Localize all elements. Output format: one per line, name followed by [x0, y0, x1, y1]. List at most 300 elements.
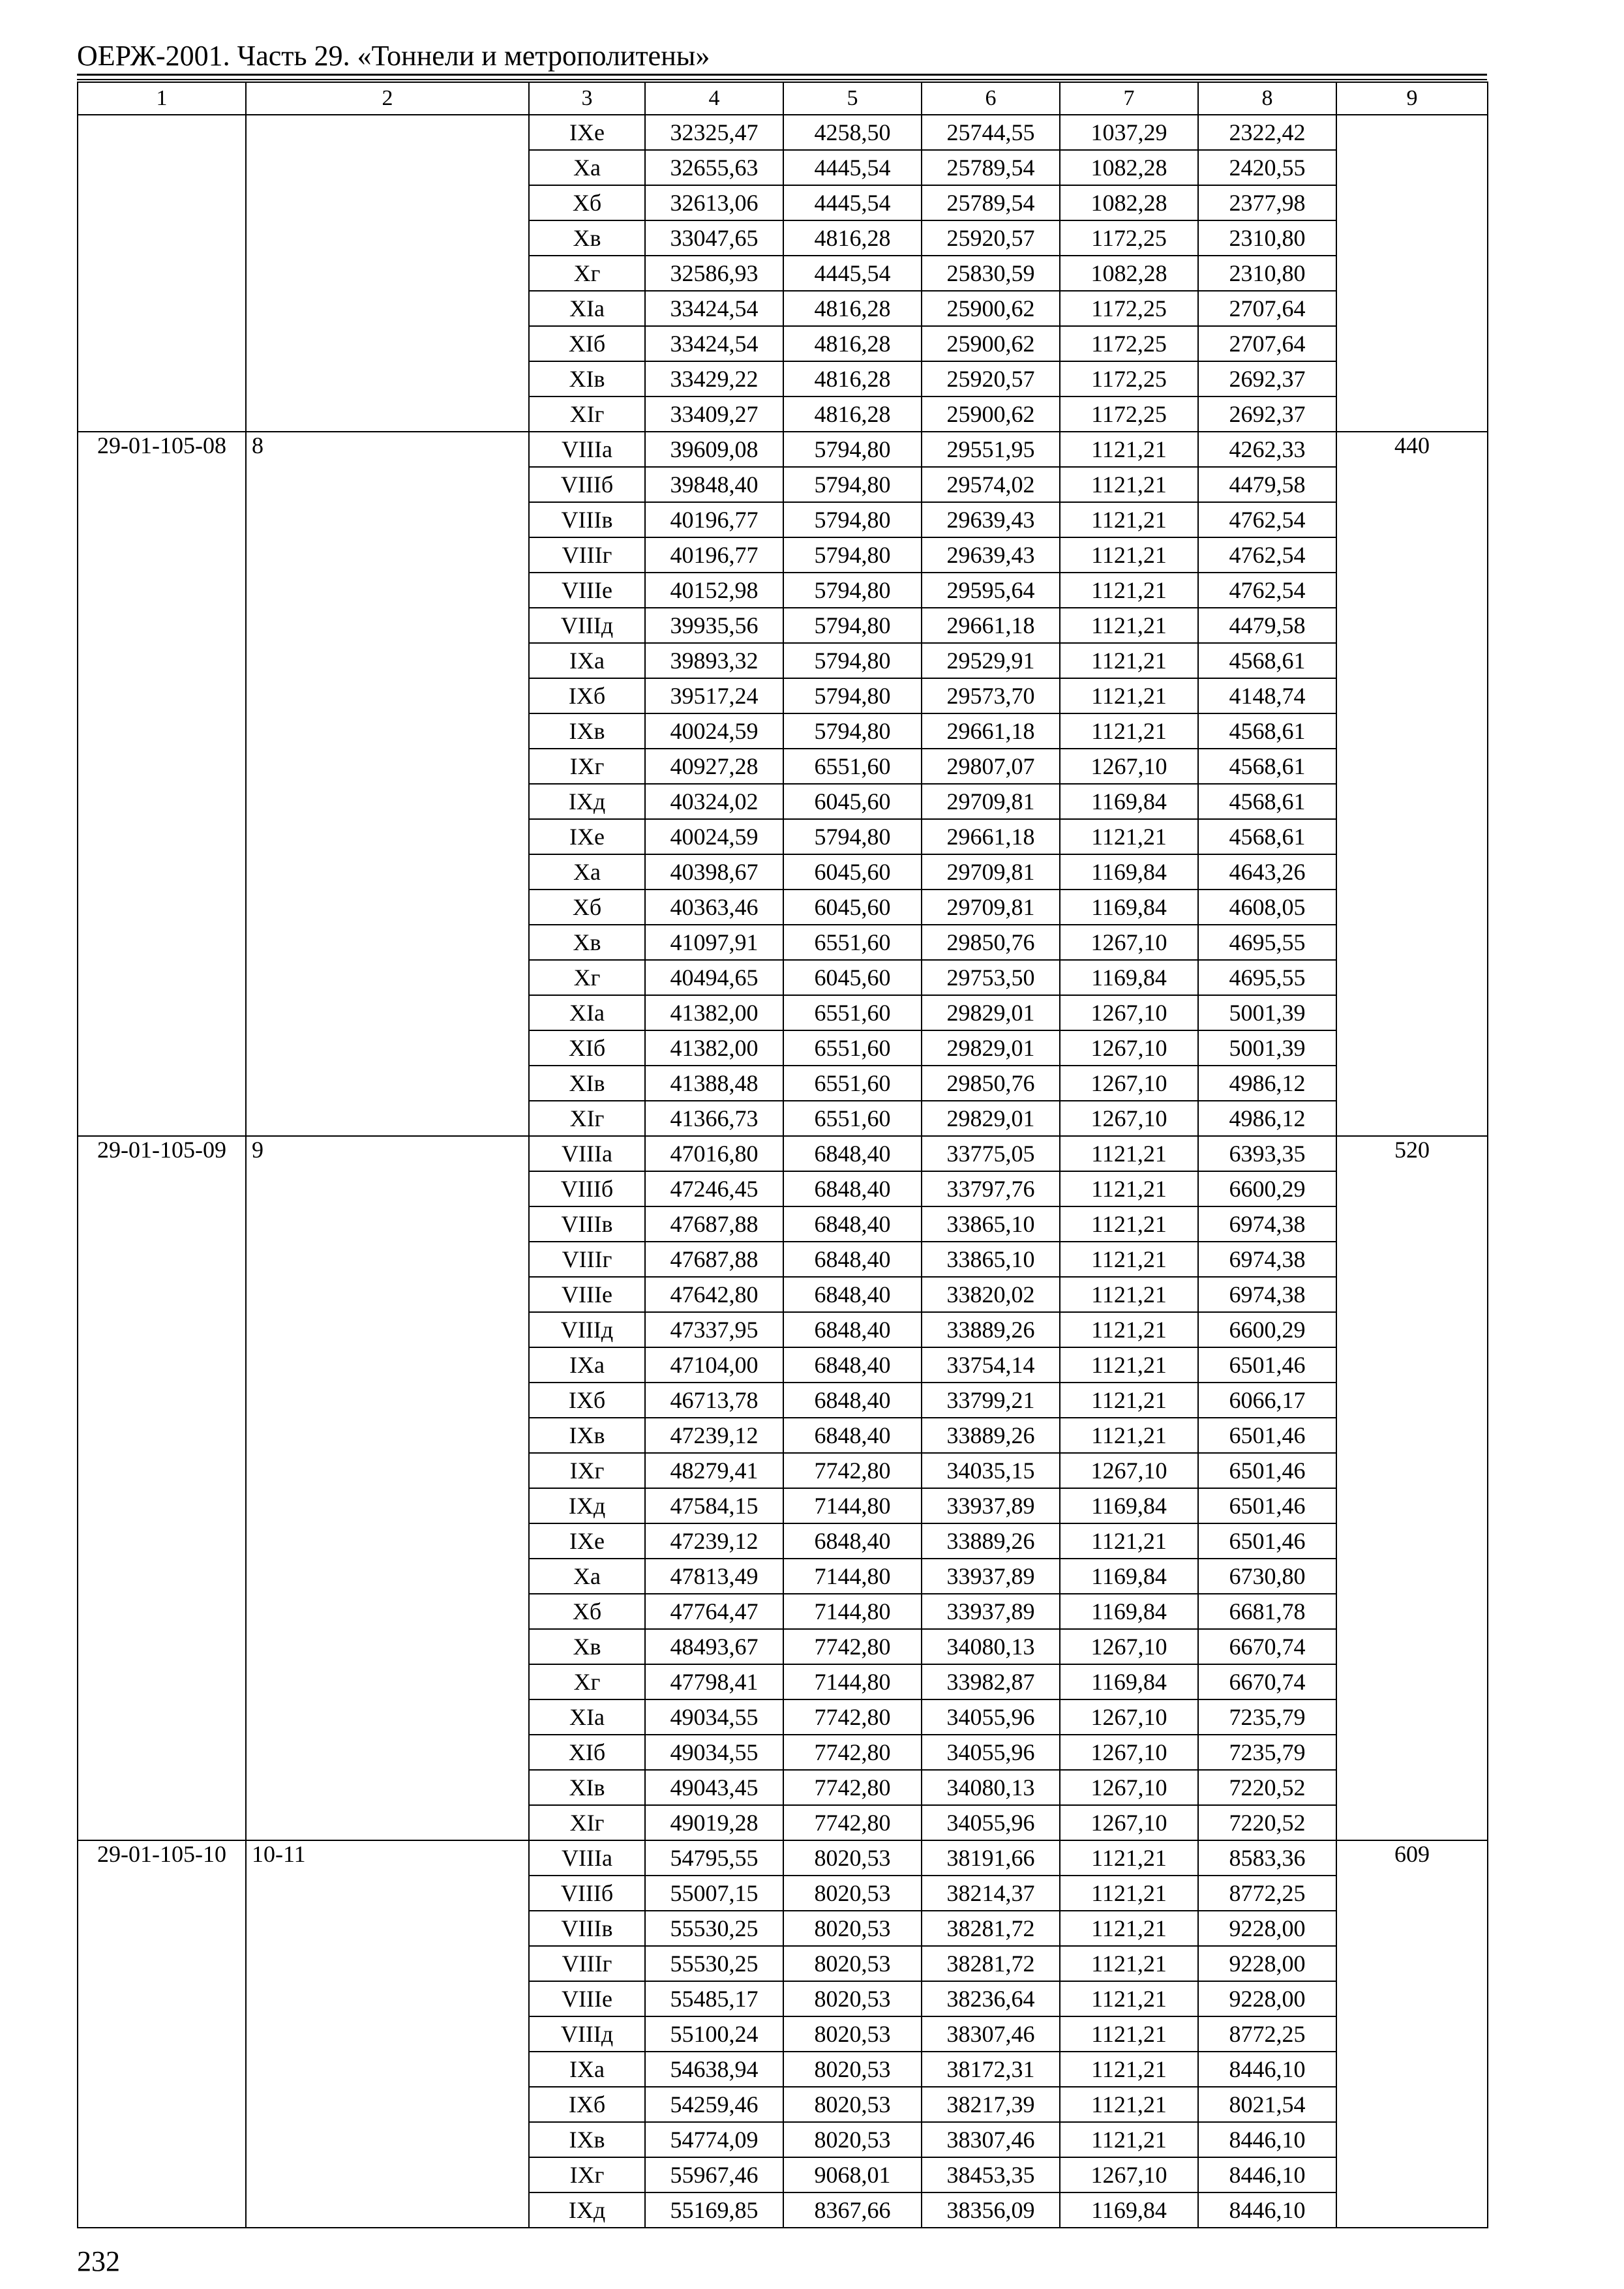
category-cell: IXа	[529, 643, 645, 678]
value-cell: 8020,53	[783, 1876, 922, 1911]
column-header: 4	[645, 82, 783, 115]
value-cell: 4568,61	[1198, 819, 1336, 854]
value-cell: 55967,46	[645, 2157, 783, 2192]
value-cell: 41382,00	[645, 995, 783, 1030]
value-cell: 32613,06	[645, 185, 783, 220]
value-cell: 33937,89	[922, 1594, 1060, 1629]
column-9-cell	[1336, 115, 1488, 432]
value-cell: 25920,57	[922, 220, 1060, 256]
value-cell: 40196,77	[645, 502, 783, 537]
value-cell: 55169,85	[645, 2192, 783, 2228]
value-cell: 1121,21	[1060, 608, 1198, 643]
value-cell: 1121,21	[1060, 678, 1198, 713]
category-cell: VIIIа	[529, 1136, 645, 1171]
value-cell: 7235,79	[1198, 1735, 1336, 1770]
value-cell: 6045,60	[783, 960, 922, 995]
value-cell: 1121,21	[1060, 537, 1198, 573]
value-cell: 1121,21	[1060, 643, 1198, 678]
value-cell: 25920,57	[922, 361, 1060, 396]
value-cell: 1121,21	[1060, 1206, 1198, 1242]
column-9-cell: 520	[1336, 1136, 1488, 1840]
value-cell: 29574,02	[922, 467, 1060, 502]
value-cell: 8446,10	[1198, 2122, 1336, 2157]
value-cell: 1169,84	[1060, 1594, 1198, 1629]
value-cell: 29661,18	[922, 608, 1060, 643]
value-cell: 4762,54	[1198, 537, 1336, 573]
value-cell: 32325,47	[645, 115, 783, 150]
value-cell: 33409,27	[645, 396, 783, 432]
column-9-cell: 440	[1336, 432, 1488, 1136]
value-cell: 8021,54	[1198, 2087, 1336, 2122]
value-cell: 8020,53	[783, 1840, 922, 1876]
value-cell: 1169,84	[1060, 1559, 1198, 1594]
value-cell: 1169,84	[1060, 784, 1198, 819]
value-cell: 5794,80	[783, 819, 922, 854]
category-cell: IXе	[529, 115, 645, 150]
value-cell: 1121,21	[1060, 1171, 1198, 1206]
value-cell: 7235,79	[1198, 1699, 1336, 1735]
category-cell: VIIIа	[529, 1840, 645, 1876]
value-cell: 47584,15	[645, 1488, 783, 1523]
value-cell: 33889,26	[922, 1418, 1060, 1453]
value-cell: 1267,10	[1060, 749, 1198, 784]
category-cell: VIIIе	[529, 1277, 645, 1312]
category-cell: IXб	[529, 678, 645, 713]
category-cell: XIб	[529, 1030, 645, 1066]
value-cell: 1121,21	[1060, 432, 1198, 467]
category-cell: Xг	[529, 1664, 645, 1699]
category-cell: Xа	[529, 854, 645, 890]
value-cell: 40927,28	[645, 749, 783, 784]
value-cell: 1121,21	[1060, 2087, 1198, 2122]
value-cell: 33424,54	[645, 326, 783, 361]
value-cell: 5794,80	[783, 608, 922, 643]
value-cell: 4445,54	[783, 185, 922, 220]
value-cell: 47016,80	[645, 1136, 783, 1171]
value-cell: 6848,40	[783, 1312, 922, 1347]
value-cell: 6501,46	[1198, 1488, 1336, 1523]
category-cell: XIв	[529, 1066, 645, 1101]
value-cell: 47246,45	[645, 1171, 783, 1206]
table-body	[78, 82, 1488, 2228]
value-cell: 33797,76	[922, 1171, 1060, 1206]
value-cell: 33429,22	[645, 361, 783, 396]
value-cell: 29595,64	[922, 573, 1060, 608]
value-cell: 55485,17	[645, 1981, 783, 2016]
column-header: 8	[1198, 82, 1336, 115]
value-cell: 33820,02	[922, 1277, 1060, 1312]
category-cell: VIIIв	[529, 1206, 645, 1242]
value-cell: 29639,43	[922, 537, 1060, 573]
value-cell: 29661,18	[922, 713, 1060, 749]
value-cell: 6848,40	[783, 1383, 922, 1418]
value-cell: 1121,21	[1060, 1876, 1198, 1911]
value-cell: 6670,74	[1198, 1629, 1336, 1664]
category-cell: VIIIб	[529, 467, 645, 502]
value-cell: 25900,62	[922, 291, 1060, 326]
value-cell: 6848,40	[783, 1277, 922, 1312]
value-cell: 25830,59	[922, 256, 1060, 291]
value-cell: 33865,10	[922, 1242, 1060, 1277]
value-cell: 4695,55	[1198, 925, 1336, 960]
value-cell: 4762,54	[1198, 502, 1336, 537]
value-cell: 1169,84	[1060, 1664, 1198, 1699]
value-cell: 8772,25	[1198, 2016, 1336, 2052]
value-cell: 29709,81	[922, 784, 1060, 819]
value-cell: 1172,25	[1060, 220, 1198, 256]
value-cell: 4762,54	[1198, 573, 1336, 608]
value-cell: 33754,14	[922, 1347, 1060, 1383]
value-cell: 1037,29	[1060, 115, 1198, 150]
value-cell: 29753,50	[922, 960, 1060, 995]
value-cell: 41382,00	[645, 1030, 783, 1066]
value-cell: 1267,10	[1060, 995, 1198, 1030]
value-cell: 2692,37	[1198, 396, 1336, 432]
price-table	[77, 82, 1488, 2228]
value-cell: 4608,05	[1198, 890, 1336, 925]
value-cell: 48279,41	[645, 1453, 783, 1488]
category-cell: XIв	[529, 361, 645, 396]
value-cell: 6848,40	[783, 1347, 922, 1383]
value-cell: 6501,46	[1198, 1523, 1336, 1559]
value-cell: 7742,80	[783, 1735, 922, 1770]
category-cell: Xб	[529, 185, 645, 220]
value-cell: 1267,10	[1060, 1101, 1198, 1136]
value-cell: 29850,76	[922, 1066, 1060, 1101]
value-cell: 1267,10	[1060, 925, 1198, 960]
value-cell: 6551,60	[783, 1030, 922, 1066]
value-cell: 7742,80	[783, 1629, 922, 1664]
column-header: 9	[1336, 82, 1488, 115]
column-9-cell: 609	[1336, 1840, 1488, 2228]
value-cell: 1121,21	[1060, 713, 1198, 749]
column-header: 1	[78, 82, 246, 115]
value-cell: 8020,53	[783, 2052, 922, 2087]
value-cell: 8446,10	[1198, 2157, 1336, 2192]
value-cell: 1121,21	[1060, 1840, 1198, 1876]
value-cell: 55530,25	[645, 1911, 783, 1946]
value-cell: 34055,96	[922, 1735, 1060, 1770]
value-cell: 9228,00	[1198, 1911, 1336, 1946]
category-cell: IXг	[529, 749, 645, 784]
table-row	[78, 432, 1488, 467]
value-cell: 47239,12	[645, 1418, 783, 1453]
value-cell: 33889,26	[922, 1312, 1060, 1347]
value-cell: 4568,61	[1198, 749, 1336, 784]
value-cell: 4568,61	[1198, 784, 1336, 819]
value-cell: 5794,80	[783, 678, 922, 713]
value-cell: 47813,49	[645, 1559, 783, 1594]
value-cell: 1121,21	[1060, 1981, 1198, 2016]
value-cell: 4816,28	[783, 291, 922, 326]
value-cell: 55007,15	[645, 1876, 783, 1911]
value-cell: 1267,10	[1060, 1699, 1198, 1735]
value-cell: 2707,64	[1198, 326, 1336, 361]
category-cell: VIIIг	[529, 537, 645, 573]
category-cell: VIIIб	[529, 1876, 645, 1911]
value-cell: 49034,55	[645, 1699, 783, 1735]
value-cell: 5794,80	[783, 467, 922, 502]
value-cell: 1169,84	[1060, 854, 1198, 890]
item-name-cell: 10-11	[246, 1840, 529, 2228]
value-cell: 48493,67	[645, 1629, 783, 1664]
value-cell: 38281,72	[922, 1911, 1060, 1946]
value-cell: 1121,21	[1060, 1418, 1198, 1453]
category-cell: VIIIв	[529, 502, 645, 537]
value-cell: 38307,46	[922, 2016, 1060, 2052]
value-cell: 6393,35	[1198, 1136, 1336, 1171]
value-cell: 29709,81	[922, 890, 1060, 925]
value-cell: 8583,36	[1198, 1840, 1336, 1876]
value-cell: 1267,10	[1060, 1453, 1198, 1488]
value-cell: 6551,60	[783, 925, 922, 960]
category-cell: XIа	[529, 1699, 645, 1735]
value-cell: 49019,28	[645, 1805, 783, 1840]
value-cell: 6045,60	[783, 784, 922, 819]
value-cell: 1121,21	[1060, 1312, 1198, 1347]
value-cell: 1121,21	[1060, 2122, 1198, 2157]
value-cell: 29709,81	[922, 854, 1060, 890]
category-cell: IXд	[529, 2192, 645, 2228]
category-cell: VIIIд	[529, 2016, 645, 2052]
value-cell: 4445,54	[783, 150, 922, 185]
value-cell: 54638,94	[645, 2052, 783, 2087]
value-cell: 29829,01	[922, 1030, 1060, 1066]
value-cell: 5794,80	[783, 713, 922, 749]
value-cell: 6974,38	[1198, 1206, 1336, 1242]
category-cell: XIг	[529, 396, 645, 432]
value-cell: 29529,91	[922, 643, 1060, 678]
value-cell: 7220,52	[1198, 1805, 1336, 1840]
value-cell: 47687,88	[645, 1206, 783, 1242]
page-header: ОЕРЖ-2001. Часть 29. «Тоннели и метрополитены»	[77, 40, 710, 72]
value-cell: 32655,63	[645, 150, 783, 185]
item-name-cell: 8	[246, 432, 529, 1136]
column-header: 2	[246, 82, 529, 115]
value-cell: 1267,10	[1060, 1735, 1198, 1770]
value-cell: 6848,40	[783, 1523, 922, 1559]
value-cell: 1082,28	[1060, 150, 1198, 185]
category-cell: VIIIе	[529, 573, 645, 608]
value-cell: 8772,25	[1198, 1876, 1336, 1911]
value-cell: 1121,21	[1060, 1347, 1198, 1383]
value-cell: 8446,10	[1198, 2192, 1336, 2228]
value-cell: 38236,64	[922, 1981, 1060, 2016]
value-cell: 2420,55	[1198, 150, 1336, 185]
value-cell: 1169,84	[1060, 890, 1198, 925]
value-cell: 4816,28	[783, 220, 922, 256]
value-cell: 1082,28	[1060, 256, 1198, 291]
value-cell: 39935,56	[645, 608, 783, 643]
value-cell: 5001,39	[1198, 995, 1336, 1030]
item-code-cell: 29-01-105-09	[78, 1136, 246, 1840]
column-header: 6	[922, 82, 1060, 115]
value-cell: 39848,40	[645, 467, 783, 502]
value-cell: 40152,98	[645, 573, 783, 608]
value-cell: 4643,26	[1198, 854, 1336, 890]
category-cell: IXа	[529, 2052, 645, 2087]
value-cell: 1121,21	[1060, 1277, 1198, 1312]
value-cell: 25900,62	[922, 396, 1060, 432]
value-cell: 6848,40	[783, 1136, 922, 1171]
value-cell: 4986,12	[1198, 1066, 1336, 1101]
value-cell: 7742,80	[783, 1770, 922, 1805]
column-header: 5	[783, 82, 922, 115]
category-cell: VIIIд	[529, 608, 645, 643]
value-cell: 1267,10	[1060, 1066, 1198, 1101]
value-cell: 1267,10	[1060, 1629, 1198, 1664]
value-cell: 33799,21	[922, 1383, 1060, 1418]
value-cell: 2707,64	[1198, 291, 1336, 326]
page-number: 232	[77, 2245, 120, 2277]
category-cell: Xв	[529, 220, 645, 256]
category-cell: XIа	[529, 995, 645, 1030]
value-cell: 6551,60	[783, 1066, 922, 1101]
value-cell: 1121,21	[1060, 573, 1198, 608]
category-cell: Xа	[529, 1559, 645, 1594]
category-cell: VIIIг	[529, 1946, 645, 1981]
value-cell: 4816,28	[783, 361, 922, 396]
value-cell: 54774,09	[645, 2122, 783, 2157]
value-cell: 54795,55	[645, 1840, 783, 1876]
value-cell: 40494,65	[645, 960, 783, 995]
value-cell: 49043,45	[645, 1770, 783, 1805]
value-cell: 47764,47	[645, 1594, 783, 1629]
value-cell: 1267,10	[1060, 1805, 1198, 1840]
value-cell: 4258,50	[783, 115, 922, 150]
category-cell: VIIIд	[529, 1312, 645, 1347]
value-cell: 1172,25	[1060, 291, 1198, 326]
category-cell: Xв	[529, 1629, 645, 1664]
value-cell: 7742,80	[783, 1453, 922, 1488]
category-cell: IXг	[529, 2157, 645, 2192]
category-cell: Xб	[529, 890, 645, 925]
value-cell: 4816,28	[783, 326, 922, 361]
value-cell: 54259,46	[645, 2087, 783, 2122]
value-cell: 5794,80	[783, 643, 922, 678]
value-cell: 38307,46	[922, 2122, 1060, 2157]
value-cell: 5001,39	[1198, 1030, 1336, 1066]
value-cell: 34035,15	[922, 1453, 1060, 1488]
value-cell: 38281,72	[922, 1946, 1060, 1981]
value-cell: 2310,80	[1198, 256, 1336, 291]
value-cell: 40024,59	[645, 713, 783, 749]
value-cell: 40363,46	[645, 890, 783, 925]
value-cell: 6551,60	[783, 749, 922, 784]
category-cell: Xб	[529, 1594, 645, 1629]
value-cell: 2692,37	[1198, 361, 1336, 396]
category-cell: IXв	[529, 1418, 645, 1453]
value-cell: 34055,96	[922, 1699, 1060, 1735]
value-cell: 39517,24	[645, 678, 783, 713]
value-cell: 38217,39	[922, 2087, 1060, 2122]
value-cell: 1121,21	[1060, 2052, 1198, 2087]
value-cell: 1169,84	[1060, 1488, 1198, 1523]
value-cell: 7144,80	[783, 1488, 922, 1523]
value-cell: 29551,95	[922, 432, 1060, 467]
value-cell: 47239,12	[645, 1523, 783, 1559]
category-cell: XIа	[529, 291, 645, 326]
item-name-cell	[246, 115, 529, 432]
value-cell: 47104,00	[645, 1347, 783, 1383]
value-cell: 6848,40	[783, 1206, 922, 1242]
category-cell: IXа	[529, 1347, 645, 1383]
value-cell: 4986,12	[1198, 1101, 1336, 1136]
value-cell: 47337,95	[645, 1312, 783, 1347]
value-cell: 1172,25	[1060, 361, 1198, 396]
value-cell: 1121,21	[1060, 819, 1198, 854]
value-cell: 6974,38	[1198, 1242, 1336, 1277]
value-cell: 4445,54	[783, 256, 922, 291]
value-cell: 33982,87	[922, 1664, 1060, 1699]
value-cell: 5794,80	[783, 502, 922, 537]
value-cell: 4568,61	[1198, 643, 1336, 678]
value-cell: 7220,52	[1198, 1770, 1336, 1805]
category-cell: IXе	[529, 819, 645, 854]
value-cell: 33937,89	[922, 1559, 1060, 1594]
value-cell: 5794,80	[783, 537, 922, 573]
value-cell: 7742,80	[783, 1699, 922, 1735]
value-cell: 25789,54	[922, 185, 1060, 220]
value-cell: 6045,60	[783, 854, 922, 890]
value-cell: 7742,80	[783, 1805, 922, 1840]
category-cell: VIIIг	[529, 1242, 645, 1277]
value-cell: 41388,48	[645, 1066, 783, 1101]
value-cell: 40324,02	[645, 784, 783, 819]
value-cell: 8020,53	[783, 2016, 922, 2052]
value-cell: 1121,21	[1060, 1946, 1198, 1981]
category-cell: IXг	[529, 1453, 645, 1488]
value-cell: 7144,80	[783, 1664, 922, 1699]
category-cell: IXе	[529, 1523, 645, 1559]
value-cell: 8367,66	[783, 2192, 922, 2228]
value-cell: 47687,88	[645, 1242, 783, 1277]
value-cell: 1172,25	[1060, 396, 1198, 432]
value-cell: 8020,53	[783, 2122, 922, 2157]
value-cell: 1121,21	[1060, 1911, 1198, 1946]
value-cell: 33775,05	[922, 1136, 1060, 1171]
value-cell: 7144,80	[783, 1594, 922, 1629]
value-cell: 32586,93	[645, 256, 783, 291]
value-cell: 4479,58	[1198, 608, 1336, 643]
value-cell: 6045,60	[783, 890, 922, 925]
value-cell: 5794,80	[783, 573, 922, 608]
value-cell: 47798,41	[645, 1664, 783, 1699]
table-row	[78, 115, 1488, 150]
category-cell: IXв	[529, 2122, 645, 2157]
value-cell: 4695,55	[1198, 960, 1336, 995]
value-cell: 38356,09	[922, 2192, 1060, 2228]
value-cell: 6848,40	[783, 1418, 922, 1453]
value-cell: 29639,43	[922, 502, 1060, 537]
value-cell: 9228,00	[1198, 1981, 1336, 2016]
column-number-row	[78, 82, 1488, 115]
value-cell: 55100,24	[645, 2016, 783, 2052]
table-row	[78, 1136, 1488, 1171]
value-cell: 49034,55	[645, 1735, 783, 1770]
category-cell: VIIIе	[529, 1981, 645, 2016]
category-cell: Xг	[529, 960, 645, 995]
value-cell: 6551,60	[783, 995, 922, 1030]
value-cell: 1267,10	[1060, 2157, 1198, 2192]
value-cell: 6681,78	[1198, 1594, 1336, 1629]
value-cell: 29829,01	[922, 995, 1060, 1030]
category-cell: IXб	[529, 1383, 645, 1418]
value-cell: 29661,18	[922, 819, 1060, 854]
value-cell: 8020,53	[783, 1946, 922, 1981]
category-cell: IXд	[529, 1488, 645, 1523]
column-header: 7	[1060, 82, 1198, 115]
